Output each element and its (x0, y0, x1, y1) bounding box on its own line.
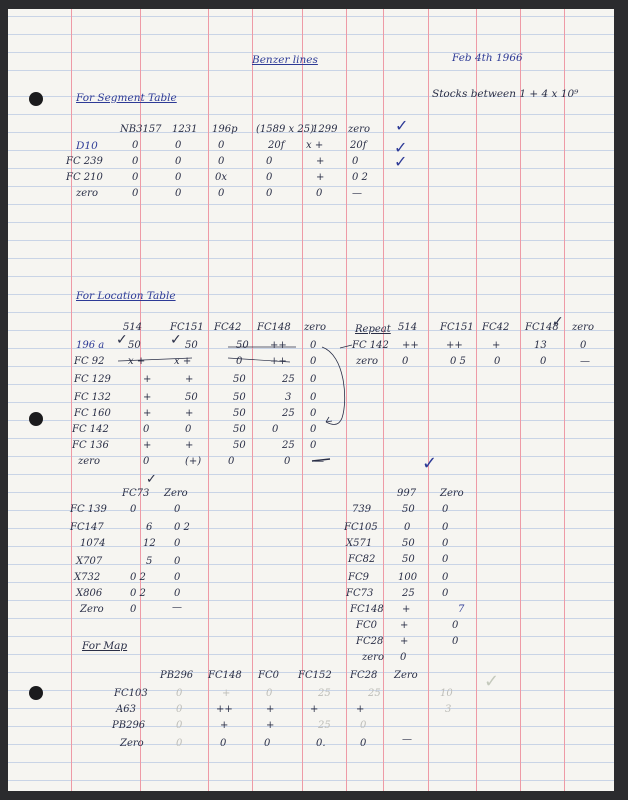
table-cell: + (143, 408, 152, 419)
column-header: FC42 (214, 322, 242, 333)
table-cell: 0 (175, 188, 182, 199)
row-label: zero (76, 188, 98, 199)
table-cell: 0 (218, 188, 225, 199)
table-cell: 0 (130, 604, 137, 615)
table-cell: 0 (540, 356, 547, 367)
row-label: 739 (352, 504, 372, 515)
table-cell: 0 2 (352, 172, 368, 183)
table-cell: 0 (132, 188, 139, 199)
table-cell: 0 (143, 456, 150, 467)
row-label: FC 139 (70, 504, 107, 515)
table-cell: 0 (272, 424, 279, 435)
column-header: FC151 (170, 322, 204, 333)
row-label: FC 160 (74, 408, 111, 419)
table-cell: 0x (215, 172, 228, 183)
table-cell: 7 (458, 604, 465, 615)
check-mark-icon: ✓ (422, 453, 438, 474)
table-cell: 0 (175, 140, 182, 151)
table-cell: 50 (233, 392, 246, 403)
table-cell: 0 (185, 424, 192, 435)
table-cell: 0 (284, 456, 291, 467)
table-cell: 0 (442, 554, 449, 565)
column-header: FC42 (482, 322, 510, 333)
table-cell: — (580, 356, 590, 367)
table-cell: 0 (175, 172, 182, 183)
table-cell: 0 (174, 504, 181, 515)
row-label: D10 (76, 140, 98, 152)
table-cell: 0 (174, 572, 181, 583)
row-label: FC0 (356, 620, 377, 631)
table-cell: 0 2 (174, 522, 190, 533)
table-cell: 5 (146, 556, 153, 567)
row-label: X806 (76, 588, 103, 599)
table-cell: 0 (236, 356, 243, 367)
table-cell: 0 (402, 356, 409, 367)
table-cell: 25 (318, 688, 331, 699)
table-cell: 0 (310, 408, 317, 419)
table-cell: 50 (128, 340, 141, 351)
table-cell: 0 (316, 188, 323, 199)
table-cell: 0 (310, 440, 317, 451)
row-label: FC147 (70, 522, 104, 533)
table-cell: 0 (266, 188, 273, 199)
column-header: Zero (440, 488, 464, 499)
table-cell: + (266, 720, 275, 731)
table-cell: 0 (360, 738, 367, 749)
column-header: 1299 (312, 124, 338, 135)
row-label: A63 (116, 704, 136, 715)
table-cell: + (185, 408, 194, 419)
table-cell: 0 (442, 572, 449, 583)
column-header: FC0 (258, 670, 279, 681)
table-cell: 50 (402, 538, 415, 549)
table-cell: + (185, 440, 194, 451)
table-cell: 25 (402, 588, 415, 599)
table-cell: 0. (316, 738, 326, 749)
table-cell: ++ (402, 340, 419, 351)
table-cell: 25 (318, 720, 331, 731)
row-label: FC 210 (66, 172, 103, 183)
table-cell: 0 (266, 172, 273, 183)
table-cell: 25 (282, 440, 295, 451)
table-cell: 0 (310, 340, 317, 351)
table-cell: + (402, 604, 411, 615)
table-cell: + (143, 392, 152, 403)
row-label: 1074 (80, 538, 106, 549)
column-header: FC152 (298, 670, 332, 681)
row-label: FC 92 (74, 356, 105, 367)
row-label: FC 239 (66, 156, 103, 167)
table-cell: 25 (282, 408, 295, 419)
map-table-heading: For Map (82, 640, 128, 652)
table-cell: 0 (220, 738, 227, 749)
table-cell: x + (174, 356, 192, 367)
row-label: FC82 (348, 554, 376, 565)
column-header: zero (572, 322, 594, 333)
table-cell: 0 (266, 688, 273, 699)
column-header: FC148 (208, 670, 242, 681)
column-header: 196p (212, 124, 238, 135)
table-cell: ++ (446, 340, 463, 351)
table-cell: + (143, 374, 152, 385)
table-cell: 50 (402, 504, 415, 515)
table-cell: 0 (218, 156, 225, 167)
row-label: X707 (76, 556, 103, 567)
table-cell: 0 (452, 636, 459, 647)
table-cell: — (172, 602, 182, 613)
table-cell: 0 (352, 156, 359, 167)
column-header: 997 (397, 488, 417, 499)
table-cell: 25 (368, 688, 381, 699)
table-cell: 50 (233, 408, 246, 419)
table-cell: + (400, 636, 409, 647)
table-cell: 50 (185, 392, 198, 403)
page-date: Feb 4th 1966 (452, 52, 523, 64)
row-label: FC105 (344, 522, 378, 533)
table-cell: + (316, 156, 325, 167)
row-label: FC 132 (74, 392, 111, 403)
table-cell: 0 (176, 720, 183, 731)
table-cell: 0 (218, 140, 225, 151)
segment-table-heading: For Segment Table (76, 92, 177, 104)
column-header: 514 (398, 322, 418, 333)
table-cell: — (352, 188, 362, 199)
check-mark-icon: ✓ (394, 138, 408, 157)
table-cell: — (402, 734, 412, 745)
table-cell: 0 (176, 688, 183, 699)
table-cell: 0 (176, 738, 183, 749)
table-cell: 0 (442, 588, 449, 599)
table-cell: 0 2 (130, 572, 146, 583)
table-cell: 0 (442, 538, 449, 549)
table-cell: 0 (174, 538, 181, 549)
check-mark-icon: ✓ (484, 671, 500, 692)
table-cell: + (222, 688, 231, 699)
table-cell: 50 (402, 554, 415, 565)
table-cell: ++ (270, 340, 287, 351)
table-cell: 0 (400, 652, 407, 663)
repeat-heading: Repeat (355, 324, 391, 335)
table-cell: 50 (233, 424, 246, 435)
row-label: Zero (80, 604, 104, 615)
table-cell: 50 (233, 374, 246, 385)
stocks-note: Stocks between 1 + 4 x 10⁹ (432, 88, 579, 100)
table-cell: + (400, 620, 409, 631)
table-cell: 0 (143, 424, 150, 435)
table-cell: ++ (216, 704, 233, 715)
row-label: FC148 (350, 604, 384, 615)
row-label: zero (362, 652, 384, 663)
table-cell: 0 (442, 504, 449, 515)
table-cell: + (220, 720, 229, 731)
table-cell: 0 2 (130, 588, 146, 599)
page-title: Benzer lines (252, 54, 318, 66)
check-mark-icon: ✓ (552, 314, 564, 330)
row-label: 196 a (76, 340, 105, 351)
table-cell: 3 (285, 392, 292, 403)
column-header: FC148 (257, 322, 291, 333)
table-cell: — (314, 456, 324, 467)
table-cell: 0 (442, 522, 449, 533)
table-cell: 0 5 (450, 356, 466, 367)
row-label: FC 129 (74, 374, 111, 385)
table-cell: 0 (266, 156, 273, 167)
column-header: PB296 (160, 670, 194, 681)
check-mark-icon: ✓ (395, 116, 409, 135)
table-cell: + (310, 704, 319, 715)
check-mark-icon: ✓ (394, 152, 408, 171)
table-cell: 100 (398, 572, 418, 583)
table-cell: + (185, 374, 194, 385)
table-cell: 13 (534, 340, 547, 351)
row-label: zero (78, 456, 100, 467)
table-cell: 0 (174, 556, 181, 567)
location-table-heading: For Location Table (76, 290, 176, 302)
row-label: FC9 (348, 572, 369, 583)
table-cell: 0 (452, 620, 459, 631)
table-cell: 0 (494, 356, 501, 367)
column-header: FC73 (122, 488, 150, 499)
table-cell: x + (306, 140, 324, 151)
table-cell: 0 (360, 720, 367, 731)
table-cell: + (492, 340, 501, 351)
table-cell: 0 (228, 456, 235, 467)
table-cell: 0 (310, 374, 317, 385)
table-cell: ++ (270, 356, 287, 367)
table-cell: 0 (132, 156, 139, 167)
row-label: FC103 (114, 688, 148, 699)
table-cell: 0 (174, 588, 181, 599)
table-cell: 0 (176, 704, 183, 715)
row-label: X732 (74, 572, 101, 583)
table-cell: 0 (580, 340, 587, 351)
column-header: FC148 (525, 322, 559, 333)
table-cell: + (143, 440, 152, 451)
column-header: 514 (123, 322, 143, 333)
table-cell: 50 (233, 440, 246, 451)
check-mark-icon: ✓ (116, 332, 128, 348)
row-label: FC28 (356, 636, 384, 647)
row-label: FC 142 (72, 424, 109, 435)
table-cell: 50 (185, 340, 198, 351)
column-header: zero (348, 124, 370, 135)
table-cell: + (266, 704, 275, 715)
column-header: FC28 (350, 670, 378, 681)
table-cell: 20f (268, 140, 285, 151)
table-cell: + (356, 704, 365, 715)
table-cell: 0 (264, 738, 271, 749)
row-label: FC 142 (352, 340, 389, 351)
column-header: 1231 (172, 124, 198, 135)
table-cell: 0 (310, 356, 317, 367)
table-cell: 12 (143, 538, 156, 549)
table-cell: 0 (130, 504, 137, 515)
row-label: FC 136 (72, 440, 109, 451)
column-header: FC151 (440, 322, 474, 333)
row-label: zero (356, 356, 378, 367)
table-cell: 20f (350, 140, 367, 151)
check-mark-icon: ✓ (170, 332, 182, 348)
check-mark-icon: ✓ (146, 472, 157, 487)
table-cell: 0 (310, 424, 317, 435)
table-cell: + (316, 172, 325, 183)
column-header: zero (304, 322, 326, 333)
table-cell: 0 (132, 172, 139, 183)
table-cell: 0 (175, 156, 182, 167)
table-cell: 0 (404, 522, 411, 533)
column-header: (1589 x 25) (256, 124, 314, 135)
row-label: FC73 (346, 588, 374, 599)
table-cell: x + (128, 356, 146, 367)
table-cell: (+) (185, 456, 202, 467)
table-cell: 10 (440, 688, 453, 699)
table-cell: 25 (282, 374, 295, 385)
row-label: PB296 (112, 720, 146, 731)
table-cell: 0 (310, 392, 317, 403)
column-header: Zero (394, 670, 418, 681)
table-cell: 3 (445, 704, 452, 715)
table-cell: 50 (236, 340, 249, 351)
table-cell: 0 (132, 140, 139, 151)
column-header: NB3157 (120, 124, 162, 135)
row-label: X571 (346, 538, 373, 549)
row-label: Zero (120, 738, 144, 749)
column-header: Zero (164, 488, 188, 499)
table-cell: 6 (146, 522, 153, 533)
